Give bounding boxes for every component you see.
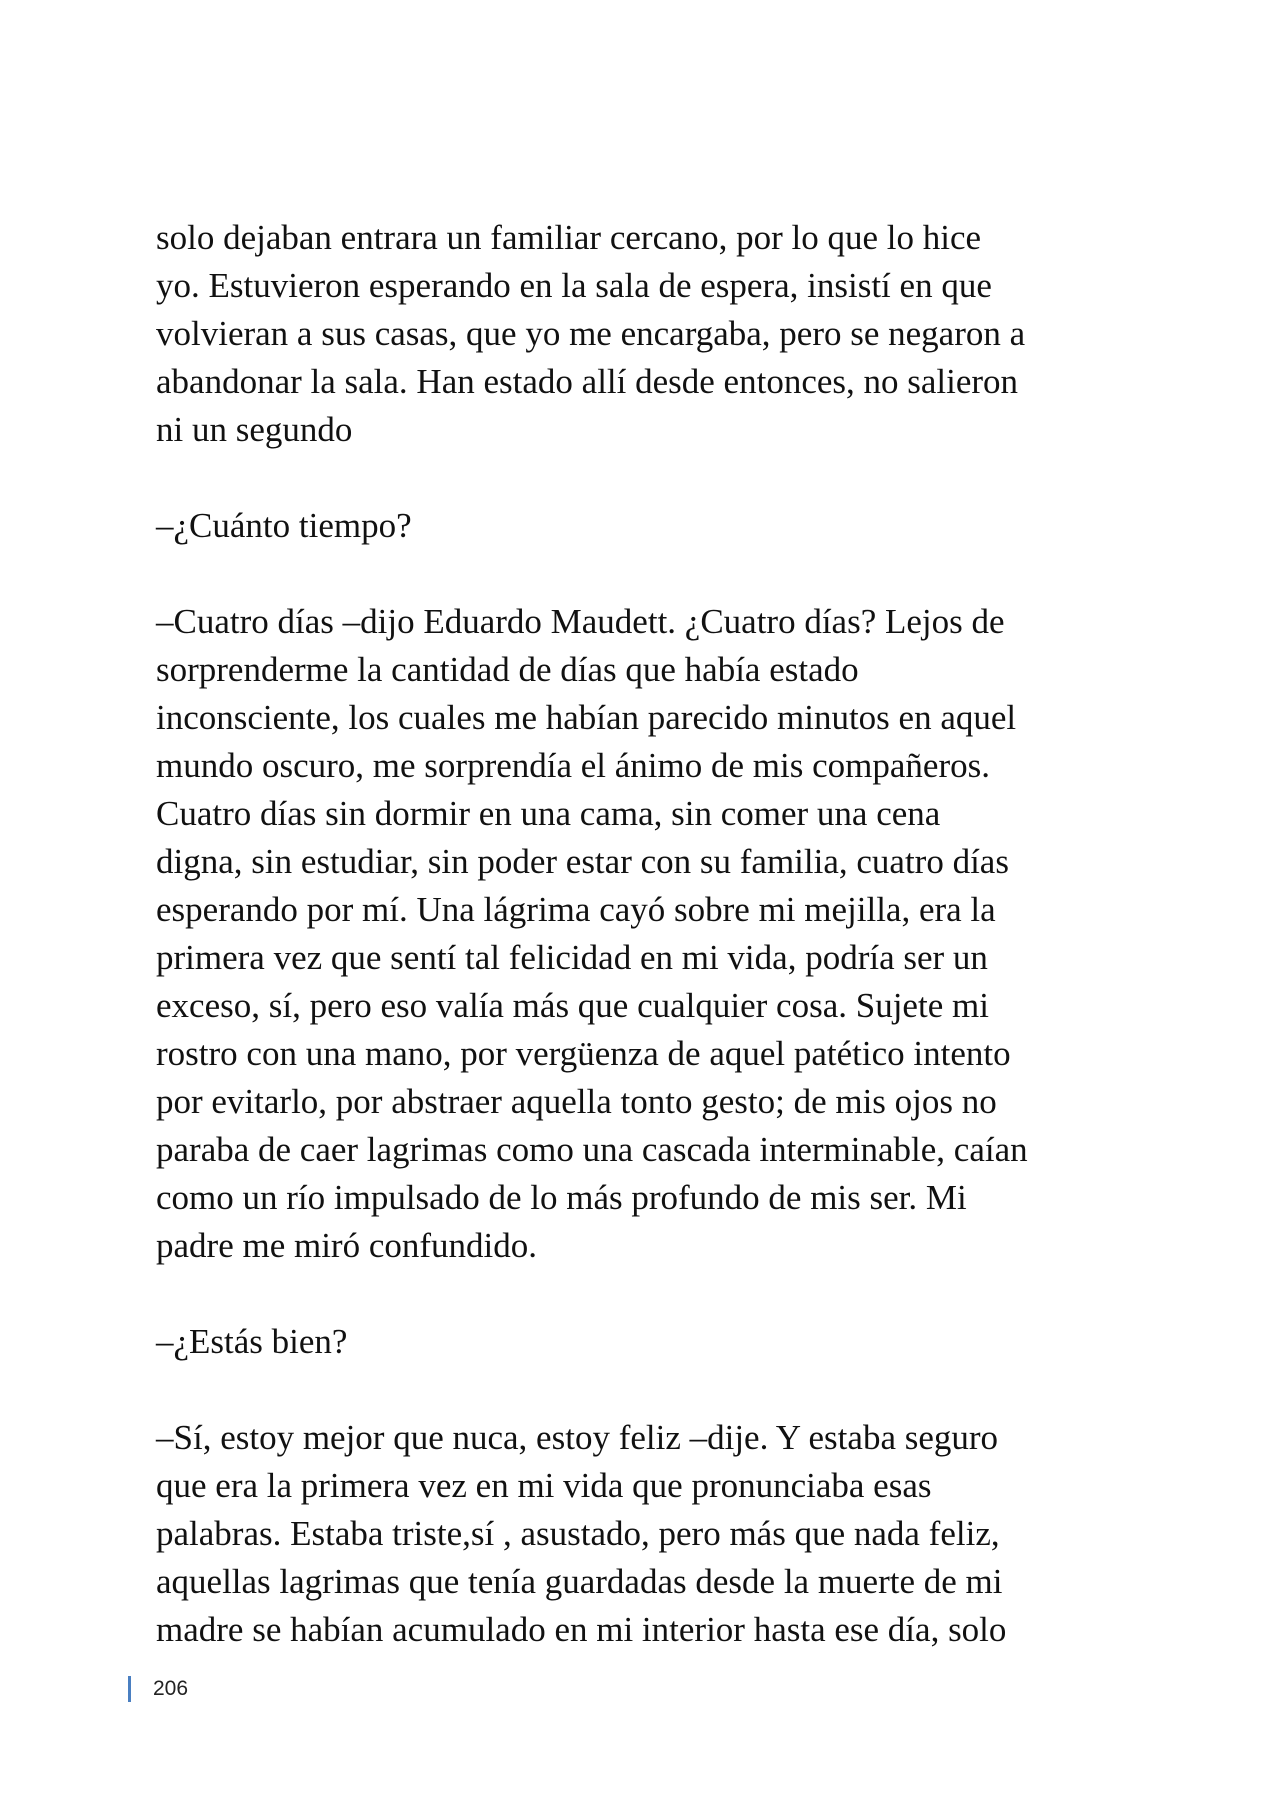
text-line: paraba de caer lagrimas como una cascada interminable, caían xyxy=(156,1130,1028,1169)
text-line: solo dejaban entrara un familiar cercano, por lo que lo hice xyxy=(156,218,982,257)
text-line: rostro con una mano, por vergüenza de aquel patético intento xyxy=(156,1034,1011,1073)
text-line: –¿Estás bien? xyxy=(156,1322,348,1361)
dialogue-paragraph xyxy=(156,1318,1136,1366)
text-line: sorprenderme la cantidad de días que había estado xyxy=(156,650,859,689)
text-line: exceso, sí, pero eso valía más que cualquier cosa. Sujete mi xyxy=(156,986,989,1025)
text-line: por evitarlo, por abstraer aquella tonto gesto; de mis ojos no xyxy=(156,1082,997,1121)
text-line: abandonar la sala. Han estado allí desde entonces, no salieron xyxy=(156,362,1019,401)
text-line: volvieran a sus casas, que yo me encargaba, pero se negaron a xyxy=(156,314,1026,353)
paragraph xyxy=(156,214,1136,454)
text-line: Cuatro días sin dormir en una cama, sin comer una cena xyxy=(156,794,941,833)
text-line: inconsciente, los cuales me habían parecido minutos en aquel xyxy=(156,698,1017,737)
text-line: que era la primera vez en mi vida que pronunciaba esas xyxy=(156,1466,932,1505)
text-line: madre se habían acumulado en mi interior hasta ese día, solo xyxy=(156,1610,1007,1649)
text-line: yo. Estuvieron esperando en la sala de espera, insistí en que xyxy=(156,266,992,305)
text-line: esperando por mí. Una lágrima cayó sobre mi mejilla, era la xyxy=(156,890,996,929)
page-number: 206 xyxy=(153,1677,189,1700)
text-line: palabras. Estaba triste,sí , asustado, pero más que nada feliz, xyxy=(156,1514,1000,1553)
footer-accent-bar xyxy=(128,1676,131,1702)
text-line: –Cuatro días –dijo Eduardo Maudett. ¿Cuatro días? Lejos de xyxy=(156,602,1005,641)
text-line: –Sí, estoy mejor que nuca, estoy feliz –dije. Y estaba seguro xyxy=(156,1418,999,1457)
text-line: como un río impulsado de lo más profundo de mis ser. Mi xyxy=(156,1178,967,1217)
page-footer xyxy=(128,1676,188,1702)
text-line: –¿Cuánto tiempo? xyxy=(156,506,412,545)
paragraph xyxy=(156,1414,1136,1654)
body-text xyxy=(156,214,1136,1702)
paragraph xyxy=(156,598,1136,1270)
text-line: mundo oscuro, me sorprendía el ánimo de mis compañeros. xyxy=(156,746,990,785)
text-line: aquellas lagrimas que tenía guardadas desde la muerte de mi xyxy=(156,1562,1003,1601)
text-line: ni un segundo xyxy=(156,410,353,449)
text-line: digna, sin estudiar, sin poder estar con su familia, cuatro días xyxy=(156,842,1009,881)
text-line: padre me miró confundido. xyxy=(156,1226,538,1265)
text-line: primera vez que sentí tal felicidad en mi vida, podría ser un xyxy=(156,938,988,977)
dialogue-paragraph xyxy=(156,502,1136,550)
